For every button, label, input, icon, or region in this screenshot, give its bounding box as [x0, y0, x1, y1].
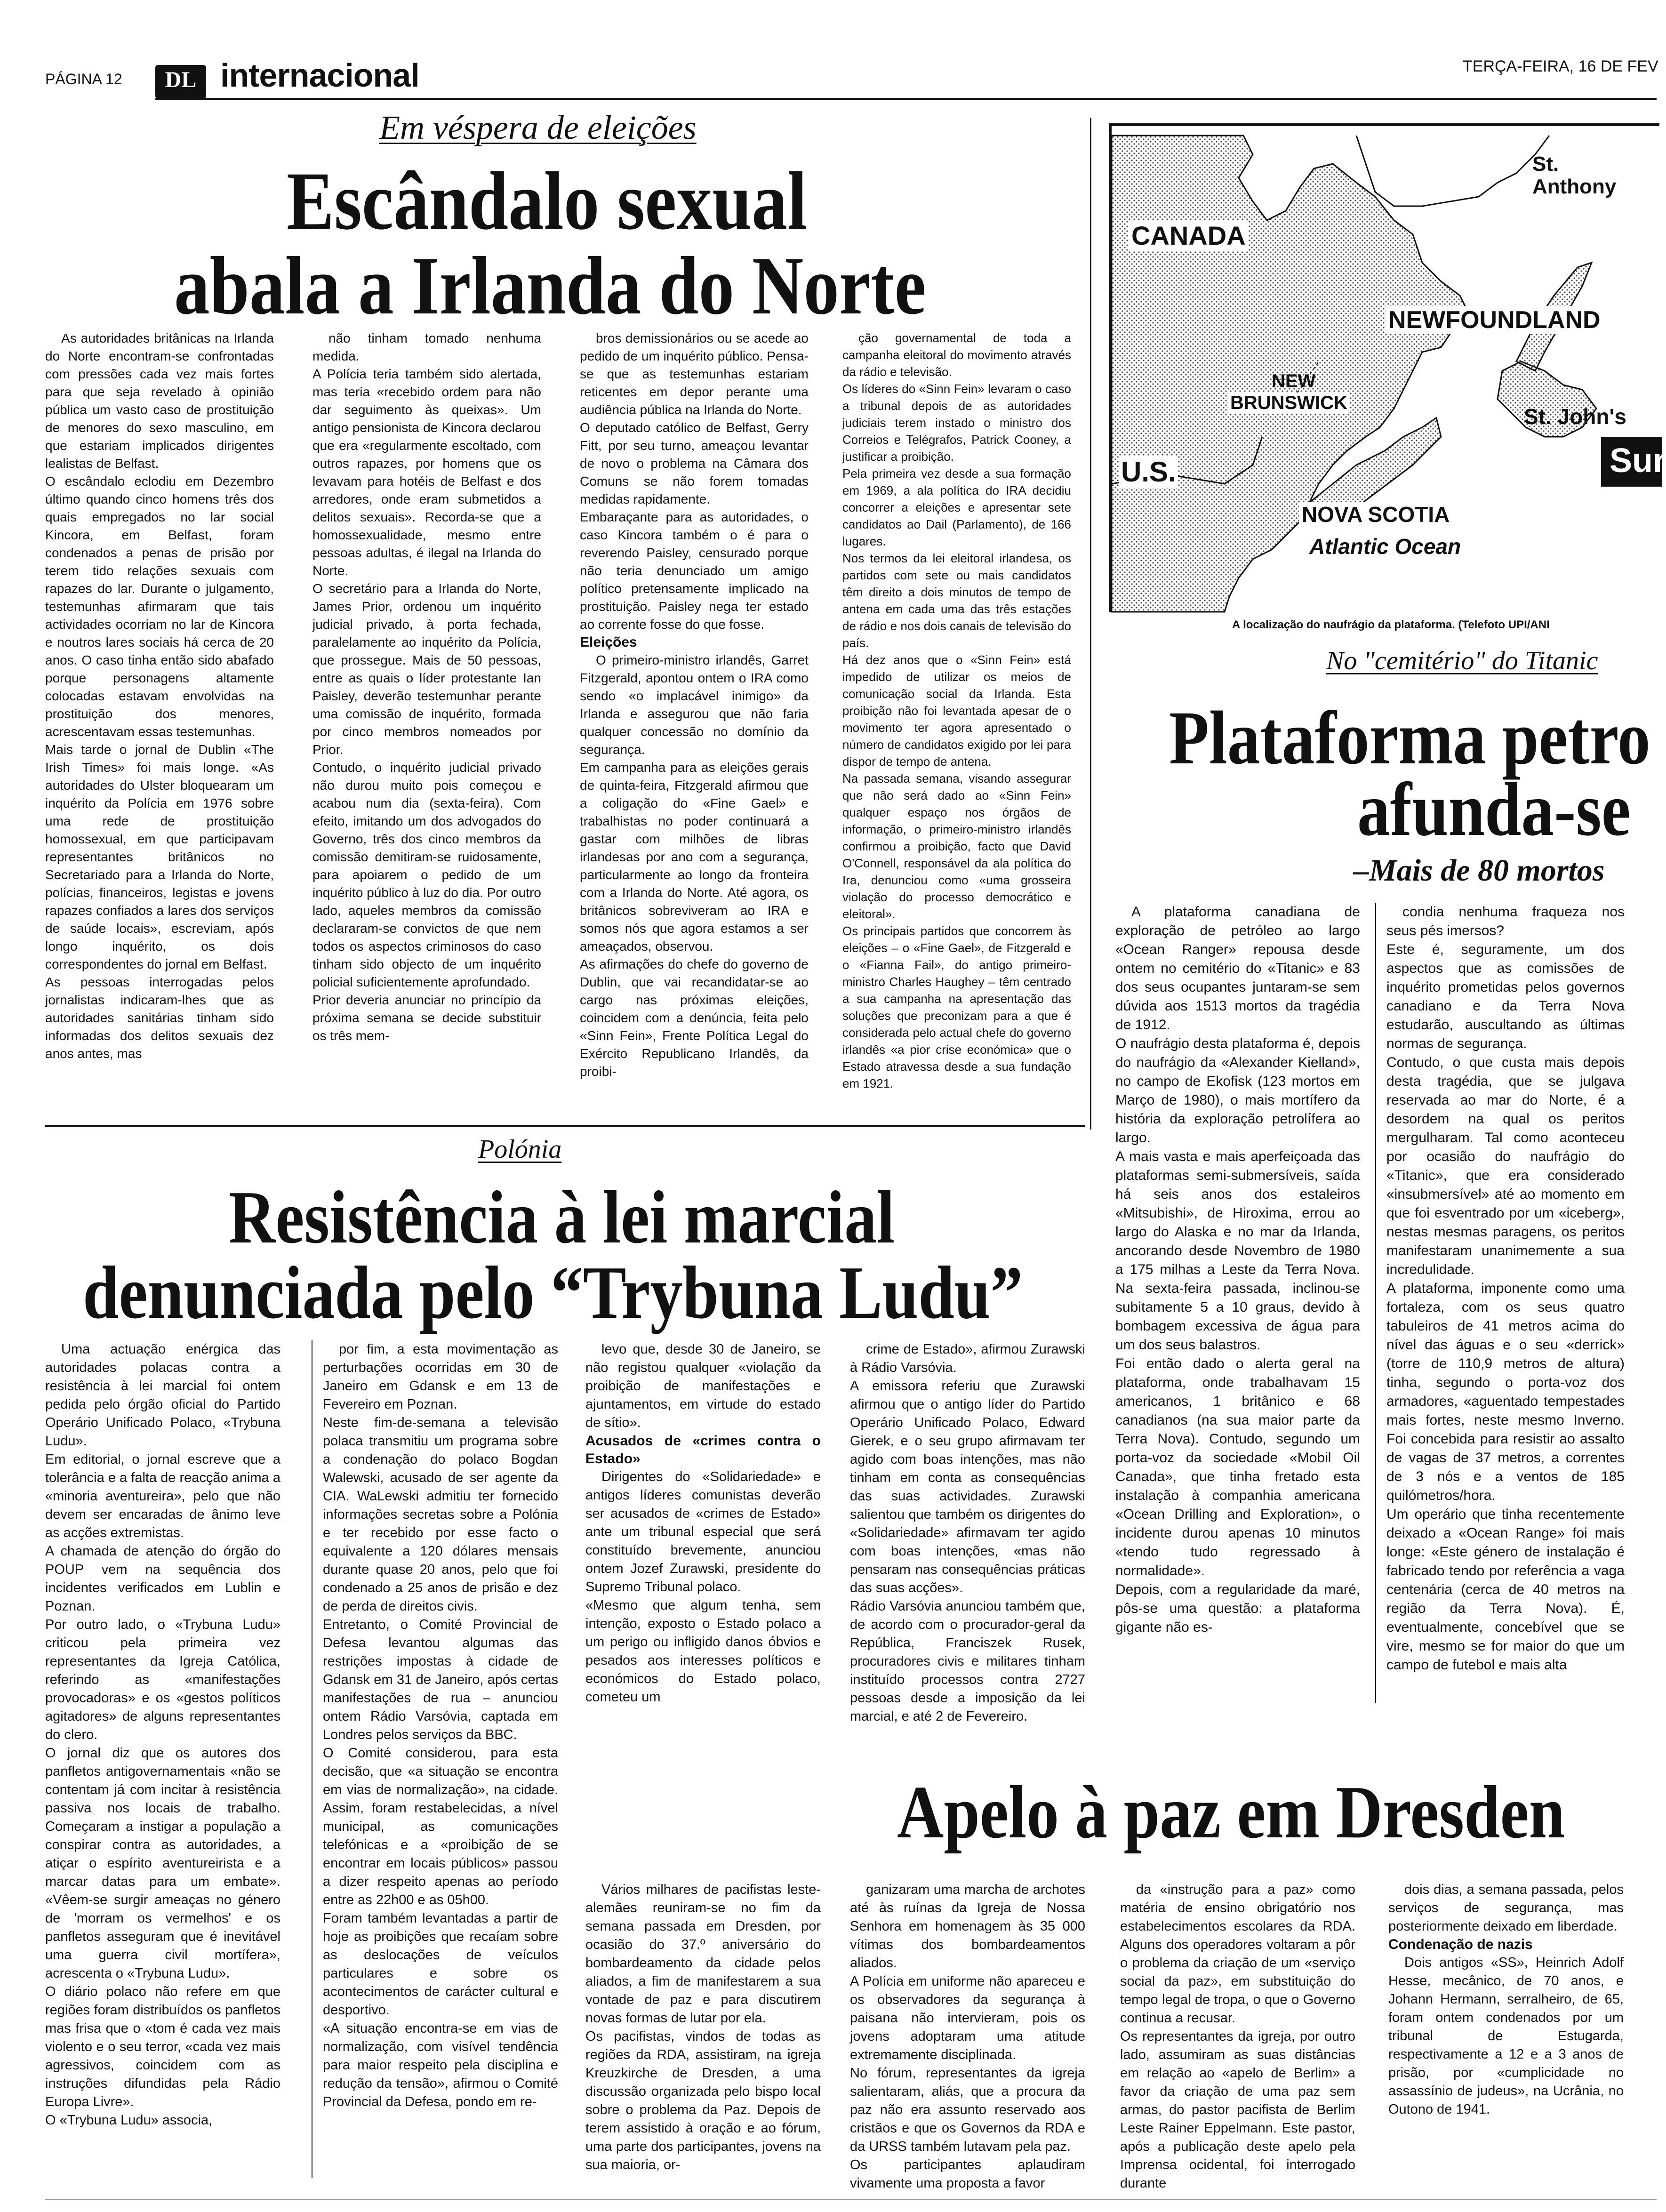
poland-col-2	[323, 1340, 558, 2192]
platform-col-1-text: A plataforma canadiana de exploração de petróleo ao largo «Ocean Ranger» repousa desde ontem no cemitério do «Titanic» e 83 dos seus ocupantes juntaram-se sem dúvida aos 1513 mortos da tragédia de 1912. O naufrágio desta plataforma é, depois do naufrágio da «Alexander Kielland», no campo de Ekofisk (123 mortos em Março de 1980), o mais mortífero da história da exploração petrolífera ao largo. A mais vasta e mais aperfeiçoada das plataformas semi-submersíveis, saída há seis anos dos estaleiros «Mitsubishi», de Hiroxima, errou ao largo do Alaska e no mar da Irlanda, ancorando desde Novembro de 1980 a 175 milhas a Leste da Terra Nova. Na sexta-feira passada, inclinou-se subitamente 5 a 10 graus, devido à bombagem excessiva de água para um dos seus balastros. Foi então dado o alerta geral na plataforma, onde trabalhavam 15 americanos, 1 britânico e 68 canadianos (na sua maior parte da Terra Nova). Contudo, segundo um porta-voz da sociedade «Mobil Oil Canada», que tinha fretado esta instalação à companhia americana «Ocean Drilling and Exploration», o incidente durou apenas 10 minutos «tendo tudo regressado à normalidade». Depois, com a regularidade da maré, pôs-se uma questão: a plataforma gigante não es-	[1115, 904, 1360, 1635]
poland-col-3a-text: levo que, desde 30 de Janeiro, se não registou qualquer «violação da proibição de manifestações e ajuntamentos, em virtude do estado de sítio».	[585, 1342, 821, 1430]
map-frame	[1109, 123, 1666, 612]
labrador-outline	[1356, 136, 1549, 206]
ireland-kicker: Em véspera de eleições	[379, 109, 697, 146]
map-label-us: U.S.	[1119, 456, 1178, 488]
ireland-col-1	[45, 329, 274, 1125]
dresden-col-4b-text: Dois antigos «SS», Heinrich Adolf Hesse, mecânico, de 70 anos, e Johann Hermann, serralheiro, de 65, foram ontem condenados por um tribunal de Estugarda, respectivamente a 12 e a 3 anos de prisão, por «cumplicidade no assassínio de judeus», na Ucrânia, no Outono de 1941.	[1388, 1955, 1624, 2117]
poland-acusados-heading: Acusados de «crimes contra o Estado»	[585, 1433, 821, 1467]
poland-kicker: Polónia	[478, 1135, 562, 1164]
dresden-nazis-heading: Condenação de nazis	[1388, 1937, 1533, 1952]
poland-col-4	[850, 1340, 1085, 1811]
section-title: internacional	[220, 57, 419, 94]
poland-col-2-text: por fim, a esta movimentação as perturbações ocorridas em 30 de Janeiro em Gdansk e em 13 de Fevereiro em Poznan. Neste fim-de-semana a televisão polaca transmitiu um programa sobre a condenação do polaco Bogdan Walewski, acusado de ser agente da CIA. WaLewski admitiu ter fornecido informações secretas sobre a Polónia e ter recebido por esse facto o equivalente a 120 dólares mensais durante quase 20 anos, pelo que foi condenado a 25 anos de prisão e dez de perda de direitos civis. Entretanto, o Comité Provincial de Defesa levantou algumas das restrições impostas à cidade de Gdansk em 31 de Janeiro, após certas manifestações de rua – anunciou ontem Rádio Varsóvia, captada em Londres pelos serviços da BBC. O Comité considerou, para esta decisão, que «a situação se encontra em vias de normalização», na cidade. Assim, foram restabelecidas, a nível municipal, as comunicações telefónicas e a «proibição de se encontrar em locais públicos» passou a dizer respeito apenas ao período entre as 22h00 e as 05h00. Foram também levantadas a partir de hoje as proibições que recaíam sobre as deslocações de veículos particulares e sobre os acontecimentos de carácter cultural e desportivo. «A situação encontra-se em vias de normalização, com visível tendência para maior respeito pela disciplina e redução da tensão», afirmou o Comité Provincial da Defesa, pondo em re-	[323, 1342, 558, 2109]
page-bottom-rule	[45, 2199, 1657, 2200]
poland-col-1	[45, 1340, 280, 2192]
map-label-brunswick: BRUNSWICK	[1228, 393, 1349, 414]
platform-col-divider	[1375, 903, 1376, 1703]
platform-col-1	[1115, 903, 1360, 1712]
center-vertical-rule	[1090, 118, 1091, 1130]
dresden-headline: Apelo à paz em Dresden	[897, 1770, 1565, 1854]
ireland-col-2-text: não tinham tomado nenhuma medida. A Polícia teria também sido alertada, mas teria «recebido ordem para não dar seguimento às queixas». Um antigo pensionista de Kincora declarou que era «regularmente escoltado, com outros rapazes, por homens que os levavam para hotéis de Belfast e dos arredores, onde eram submetidos a delitos sexuais». Recorda-se que a homossexualidade, mesmo entre pessoas adultas, é ilegal na Irlanda do Norte. O secretário para a Irlanda do Norte, James Prior, ordenou um inquérito judicial privado, à porta fechada, paralelamente ao inquérito da Polícia, que prossegue. Mais de 50 pessoas, entre as quais o líder protestante Ian Paisley, deverão testemunhar perante uma comissão de inquérito, formada por cinco membros nomeados por Prior. Contudo, o inquérito judicial privado não durou muito pois começou e acabou num dia (sexta-feira). Com efeito, imitando um dos advogados do Governo, três dos cinco membros da comissão demitiram-se ruidosamente, para apoiarem o pedido de um inquérito público à luz do dia. Por outro lado, aqueles membros da comissão declararam-se convictos de que nem todos os aspectos criminosos do caso tinham sido objecto de um inquérito policial suficientemente aprofundado. Prior deveria anunciar no princípio da próxima semana se decide substituir os três mem-	[312, 331, 541, 1043]
header-rule	[155, 98, 1657, 100]
dresden-col-3-text: da «instrução para a paz» como matéria de ensino obrigatório nos estabelecimentos escolares da RDA. Alguns dos operadores voltaram a pôr o problema da criação de um «serviço social da paz», em substituição do tempo legal de tropa, o que o Governo continua a recusar. Os representantes da igreja, por outro lado, assumiram as suas distâncias em relação ao «apelo de Berlim» a favor da criação de uma paz sem armas, do pastor pacifista de Berlim Leste Rainer Eppelmann. Este pastor, após a publicação deste apelo pela Imprensa ocidental, foi interrogado durante	[1120, 1882, 1355, 2191]
ireland-col-3a-text: bros demissionários ou se acede ao pedido de um inquérito público. Pensa-se que as testemunhas estariam reticentes em depor perante uma audiência pública na Irlanda do Norte. O deputado católico de Belfast, Gerry Fitt, por seu turno, ameaçou levantar de novo o problema na Câmara dos Comuns se não forem tomadas medidas rapidamente. Embaraçante para as autoridades, o caso Kincora também o é para o reverendo Paisley, censurado porque não teria denunciado um amigo político pretensamente implicado na prostituição. Paisley nega ter estado ao corrente fosse do que fosse.	[580, 331, 809, 632]
poland-headline-1: Resistência à lei marcial	[229, 1175, 895, 1259]
platform-col-2	[1386, 903, 1625, 1712]
ireland-bottom-rule	[45, 1125, 1085, 1127]
map-label-sur-box	[1601, 437, 1666, 487]
ireland-eleicoes-heading: Eleições	[580, 634, 637, 650]
map-label-new: NEW	[1272, 371, 1316, 392]
platform-subhead: –Mais de 80 mortos	[1354, 853, 1605, 888]
ireland-col-2	[312, 329, 541, 1125]
poland-col-3	[585, 1340, 821, 1811]
platform-headline-2: afunda-se	[1357, 768, 1631, 852]
ireland-headline-2: abala a Irlanda do Norte	[174, 240, 926, 332]
platform-col-2-text: condia nenhuma fraqueza nos seus pés imersos? Este é, seguramente, um dos aspectos que as comissões de inquérito prometidas pelos governos canadiano e da Terra Nova estudarão, auscultando as últimas normas de segurança. Contudo, o que custa mais depois desta tragédia, que se julgava reservada ao mar do Norte, é a desordem na qual os peritos mergulharam. Tal como aconteceu por ocasião do naufrágio do «Titanic», que era considerado «insubmersível» até ao momento em que foi esventrado por um «iceberg», nestas mesmas paragens, os peritos manifestaram unanimemente a sua incredulidade. A plataforma, imponente como uma fortaleza, com os seus quatro tabuleiros de 41 metros acima do nível das águas e o seu «derrick» (torre de 110,9 metros de altura) tinha, segundo o porta-voz dos armadores, «aguentado tempestades mais fortes, neste mesmo Inverno. Foi concebida para resistir ao assalto de vagas de 37 metros, a correntes de 3 nós e a ventos de 185 quilómetros/hora. Um operário que tinha recentemente deixado a «Ocean Range» foi mais longe: «Este género de instalação é fabricado tendo por referência a vaga centenária (cerca de 40 metros na região da Terra Nova). É, eventualmente, concebível que se vire, mesmo se for maior do que um campo de futebol e mais alta	[1386, 904, 1625, 1673]
poland-col-3b-text: Dirigentes do «Solidariedade» e antigos líderes comunistas deverão ser acusados de «crimes de Estado» ante um tribunal especial que será constituído brevemente, anunciou ontem Jozef Zurawski, presidente do Supremo Tribunal polaco. «Mesmo que algum tenha, sem intenção, exposto o Estado polaco a um perigo ou infligido danos óbvios e pesados aos interesses políticos e económicos do Estado polaco, cometeu um	[585, 1469, 821, 1705]
dresden-col-1-text: Vários milhares de pacifistas leste-alemães reuniram-se no fim da semana passada em Dresden, por ocasião do 37.º aniversário do bombardeamento da cidade pelos aliados, a fim de manifestarem a sua vontade de paz e para discutirem novas formas de lutar por ela. Os pacifistas, vindos de todas as regiões da RDA, assistiram, na igreja Kreuzkirche de Dresden, a uma discussão organizada pelo bispo local sobre o problema da Paz. Depois de terem assistido à oração e ao fórum, uma parte dos participantes, jovens na sua maioria, or-	[585, 1882, 821, 2172]
section-logo	[155, 65, 206, 99]
ireland-col-4	[842, 329, 1071, 1125]
platform-headline-1: Plataforma petro	[1169, 696, 1650, 780]
poland-headline-2: denunciada pelo “Trybuna Ludu”	[83, 1250, 1023, 1334]
ireland-col-3b-text: O primeiro-ministro irlandês, Garret Fitzgerald, apontou ontem o IRA como sendo «o implacável inimigo» da Irlanda e assegurou que não faria qualquer concessão no domínio da segurança. Em campanha para as eleições gerais de quinta-feira, Fitzgerald afirmou que a coligação do «Fine Gael» e trabalhistas no poder continuará a gastar com milhões de libras irlandesas por ano com a segurança, particularmente ao longo da fronteira com a Irlanda do Norte. Até agora, os britânicos sobreviveram ao IRA e somos nós que agora estamos a ser ameaçados, observou. As afirmações do chefe do governo de Dublin, que vai recandidatar-se ao cargo nas próximas eleições, coincidem com a denúncia, feita pelo «Sinn Fein», Frente Política Legal do Exército Republicano Irlandês, da proibi-	[580, 653, 809, 1079]
map-caption: A localização do naufrágio da plataforma. (Telefoto UPI/ANI	[1232, 618, 1550, 631]
map-label-canada: CANADA	[1129, 220, 1249, 251]
dresden-col-1	[585, 1881, 821, 2191]
dresden-col-4	[1388, 1881, 1624, 2191]
page-date: TERÇA-FEIRA, 16 DE FEV	[1463, 57, 1658, 75]
logo-mark: DL	[165, 67, 197, 92]
platform-kicker: No "cemitério" do Titanic	[1326, 646, 1598, 675]
map-label-newfoundland: NEWFOUNDLAND	[1386, 306, 1603, 334]
ireland-headline-1: Escândalo sexual	[286, 155, 808, 247]
dresden-col-3	[1120, 1881, 1355, 2191]
ireland-col-4-text: ção governamental de toda a campanha eleitoral do movimento através da rádio e televisão. Os líderes do «Sinn Fein» levaram o caso a tribunal depois de as autoridades judiciais terem instado o ministro dos Correios e Telégrafos, Patrick Cooney, a justificar a proibição. Pela primeira vez desde a sua formação em 1969, a ala política do IRA decidiu concorrer a eleições e apresentar sete candidatos ao Dail (Parlamento), de 166 lugares. Nos termos da lei eleitoral irlandesa, os partidos com sete ou mais candidatos têm direito a dois minutos de tempo de antena em cada uma das três estações de rádio e nos dois canais de televisão do país. Há dez anos que o «Sinn Fein» está impedido de utilizar os meios de comunicação social da Irlanda. Esta proibição não foi levantada apesar de o movimento ter agora apresentado o número de candidatos exigido por lei para dispor de tempo de antena. Na passada semana, visando assegurar que não será dado ao «Sinn Fein» qualquer espaço nos órgãos de informação, o primeiro-ministro irlandês confirmou a proibição, facto que David O'Connell, responsável da ala política do Ira, denunciou como «uma grosseira violação do processo democrático e eleitoral». Os principais partidos que concorrem às eleições – o «Fine Gael», de Fitzgerald e o «Fianna Fail», do antigo primeiro-ministro Charles Haughey – têm centrado a sua campanha na apresentação das soluções que preconizam para a que é considerada pelo actual chefe do governo irlandês «a pior crise económica» que o Estado atravessa desde a sua fundação em 1921.	[842, 331, 1071, 1090]
poland-col-4-text: crime de Estado», afirmou Zurawski à Rádio Varsóvia. A emissora referiu que Zurawski afirmou que o antigo líder do Partido Operário Unificado Polaco, Edward Gierek, e o seu grupo afirmavam ter agido com boas intenções, mas não tinham em conta as consequências das suas actividades. Zurawski salientou que também os dirigentes do «Solidariedade» afirmavam ter agido com boas intenções, «mas não pensaram nas consequências práticas das suas acções». Rádio Varsóvia anunciou também que, de acordo com o procurador-geral da República, Franciszek Rusek, procuradores civis e militares tinham instituído processos contra 2727 pessoas desde a imposição da lei marcial, e até 2 de Fevereiro.	[850, 1342, 1085, 1724]
map-label-st: St.	[1532, 152, 1559, 176]
map-label-sur: Sur	[1610, 442, 1666, 480]
map-label-anthony: Anthony	[1532, 175, 1617, 198]
map-label-atlantic: Atlantic Ocean	[1309, 534, 1461, 559]
dresden-col-4a-text: dois dias, a semana passada, pelos serviços de segurança, mas posteriormente deixado em liberdade.	[1388, 1882, 1624, 1934]
dresden-col-2	[850, 1881, 1085, 2191]
map-label-st-johns: St. John's	[1524, 404, 1626, 429]
dresden-col-2-text: ganizaram uma marcha de archotes até às ruínas da Igreja de Nossa Senhora em homenagem às 35 000 vítimas dos bombardeamentos aliados. A Polícia em uniforme não apareceu e os observadores da segurança à paisana não intervieram, pois os jovens adoptaram uma atitude extremamente disciplinada. No fórum, representantes da igreja salientaram, aliás, que a procura da paz não era assunto reservado aos cristãos e que os Governos da RDA e da URSS também lutavam pela paz. Os participantes aplaudiram vivamente uma proposta a favor	[850, 1882, 1085, 2191]
ireland-col-1-text: As autoridades britânicas na Irlanda do Norte encontram-se confrontadas com pressões cada vez mais fortes para que seja revelado à opinião pública um vasto caso de prostituição de menores do sexo masculino, em que estariam implicados dirigentes lealistas de Belfast. O escândalo eclodiu em Dezembro último quando cinco homens três dos quais empregados no lar social Kincora, em Belfast, foram condenados a penas de prisão por terem tido relações sexuais com rapazes do lar. Durante o julgamento, testemunhas afirmaram que tais actividades ocorriam no lar de Kincora e noutros lares sociais há cerca de 20 anos. O caso tinha então sido abafado porque personagens altamente colocadas estavam envolvidas na prostituição dos menores, acrescentavam essas testemunhas. Mais tarde o jornal de Dublin «The Irish Times» foi mais longe. «As autoridades do Ulster bloquearam um inquérito da Polícia em 1976 sobre uma rede de prostituição homossexual, em que participavam representantes britânicos no Secretariado para a Irlanda do Norte, polícias, financeiros, legistas e jovens rapazes confiados a lares dos serviços de saúde locais», escreviam, após longo inquérito, os dois correspondentes do jornal em Belfast. As pessoas interrogadas pelos jornalistas indicaram-lhes que as autoridades sanitárias tinham sido informadas dos delitos sexuais dez anos antes, mas	[45, 331, 274, 1061]
poland-col-1-text: Uma actuação enérgica das autoridades polacas contra a resistência à lei marcial foi ontem pedida pelo órgão oficial do Partido Operário Unificado Polaco, «Trybuna Ludu». Em editorial, o jornal escreve que a tolerância e a falta de reacção anima a «minoria aventureira», pelo que não devem ser encaradas de ânimo leve as acções extremistas. A chamada de atenção do órgão do POUP vem na sequência dos incidentes verificados em Lublin e Poznan. Por outro lado, o «Trybuna Ludu» criticou pela primeira vez representantes da Igreja Católica, referindo as «manifestações provocadoras» e os «gestos políticos agitadores» de alguns representantes do clero. O jornal diz que os autores dos panfletos antigovernamentais «não se contentam já com incitar à resistência passiva nos locais de trabalho. Começaram a instigar a população a conspirar contra as autoridades, a atiçar o espírito aventureirista e a marcar datas para um embate». «Vêem-se surgir ameaças no género de 'morram os vermelhos' e os panfletos asseguram que é inevitável uma guerra civil mortífera», acrescenta o «Trybuna Ludu». O diário polaco não refere em que regiões foram distribuídos os panfletos mas frisa que o «tom é cada vez mais violento e o seu terror, «cada vez mais agressivos, coincidem com as instruções difundidas pela Rádio Europa Livre». O «Trybuna Ludu» associa,	[45, 1342, 280, 2128]
page-number: PÁGINA 12	[45, 71, 122, 88]
map-label-nova-scotia: NOVA SCOTIA	[1299, 502, 1452, 527]
ireland-col-3	[580, 329, 809, 1125]
